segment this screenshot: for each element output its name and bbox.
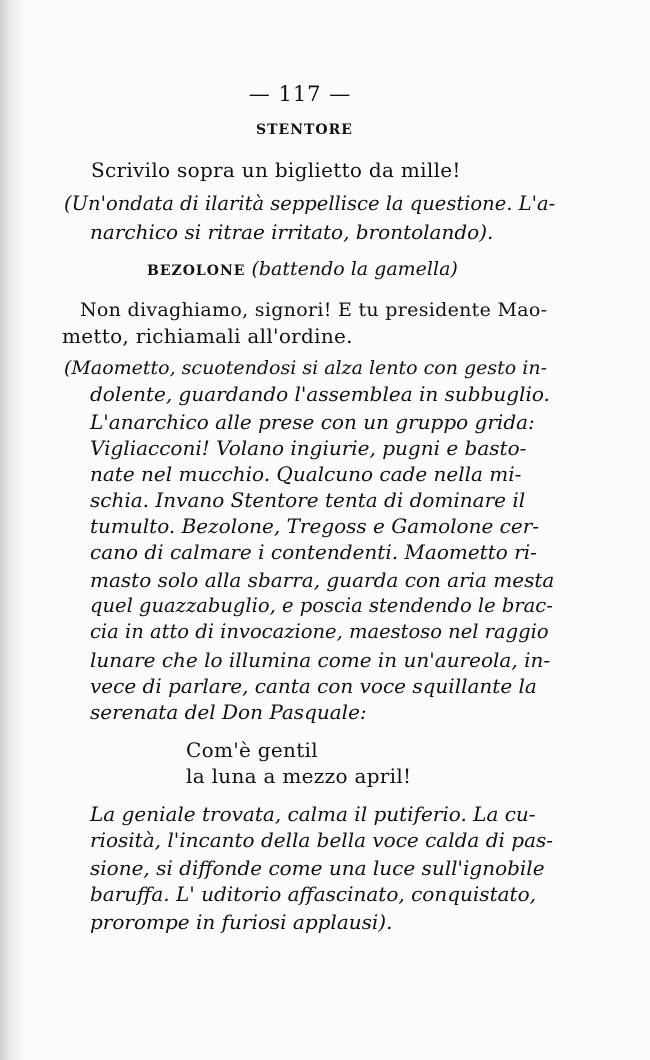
- stage-direction-line: masto solo alla sbarra, guarda con aria mesta: [90, 568, 555, 592]
- dialogue-line: Non divaghiamo, signori! E tu presidente Mao-: [80, 299, 548, 321]
- stage-direction-line: L'anarchico alle prese con un gruppo grida:: [90, 410, 535, 434]
- stage-direction-line: quel guazzabuglio, e poscia stendendo le brac-: [90, 594, 553, 617]
- speaker-direction: (battendo la gamella): [251, 258, 458, 280]
- page-edge-shadow: [0, 0, 24, 1060]
- stage-direction-line: narchico si ritrae irritato, brontolando).: [90, 220, 494, 244]
- stage-direction-line: serenata del Don Pasquale:: [90, 700, 367, 724]
- stage-direction-line: nate nel mucchio. Qualcuno cade nella mi-: [90, 462, 522, 486]
- stage-direction-line: cano di calmare i contendenti. Maometto ri-: [90, 540, 537, 564]
- stage-direction-line: tumulto. Bezolone, Tregoss e Gamolone cer-: [90, 514, 540, 538]
- stage-direction-line: La geniale trovata, calma il putiferio. La cu-: [90, 802, 536, 826]
- stage-direction-line: dolente, guardando l'assemblea in subbuglio.: [90, 382, 550, 406]
- stage-direction-line: lunare che lo illumina come in un'aureola, in-: [90, 648, 551, 672]
- page-number: — 117 —: [248, 82, 352, 106]
- stage-direction-line: cia in atto di invocazione, maestoso nel raggio: [90, 620, 549, 643]
- speaker-bezolone: [147, 258, 458, 280]
- dialogue-line: metto, richiamali all'ordine.: [62, 324, 353, 348]
- stage-direction-line: baruffa. L' uditorio affascinato, conquistato,: [90, 882, 536, 906]
- stage-direction-line: (Maometto, scuotendosi si alza lento con gesto in-: [64, 357, 548, 379]
- stage-direction-line: (Un'ondata di ilarità seppellisce la questione. L'a-: [64, 192, 556, 215]
- speaker-stentore: STENTORE: [256, 122, 353, 138]
- stage-direction-line: sione, si diffonde come una luce sull'ignobile: [90, 856, 545, 880]
- dialogue-line: Scrivilo sopra un biglietto da mille!: [91, 158, 461, 182]
- stage-direction-line: vece di parlare, canta con voce squillante la: [90, 674, 537, 698]
- stage-direction-line: riosità, l'incanto della bella voce calda di pas-: [90, 828, 554, 852]
- song-line: la luna a mezzo april!: [186, 764, 412, 788]
- stage-direction-line: prorompe in furiosi applausi).: [90, 910, 393, 934]
- speaker-name: BEZOLONE: [147, 263, 246, 279]
- stage-direction-line: schia. Invano Stentore tenta di dominare il: [90, 488, 526, 512]
- song-line: Com'è gentil: [186, 738, 318, 762]
- stage-direction-line: Vigliacconi! Volano ingiurie, pugni e basto-: [90, 436, 527, 460]
